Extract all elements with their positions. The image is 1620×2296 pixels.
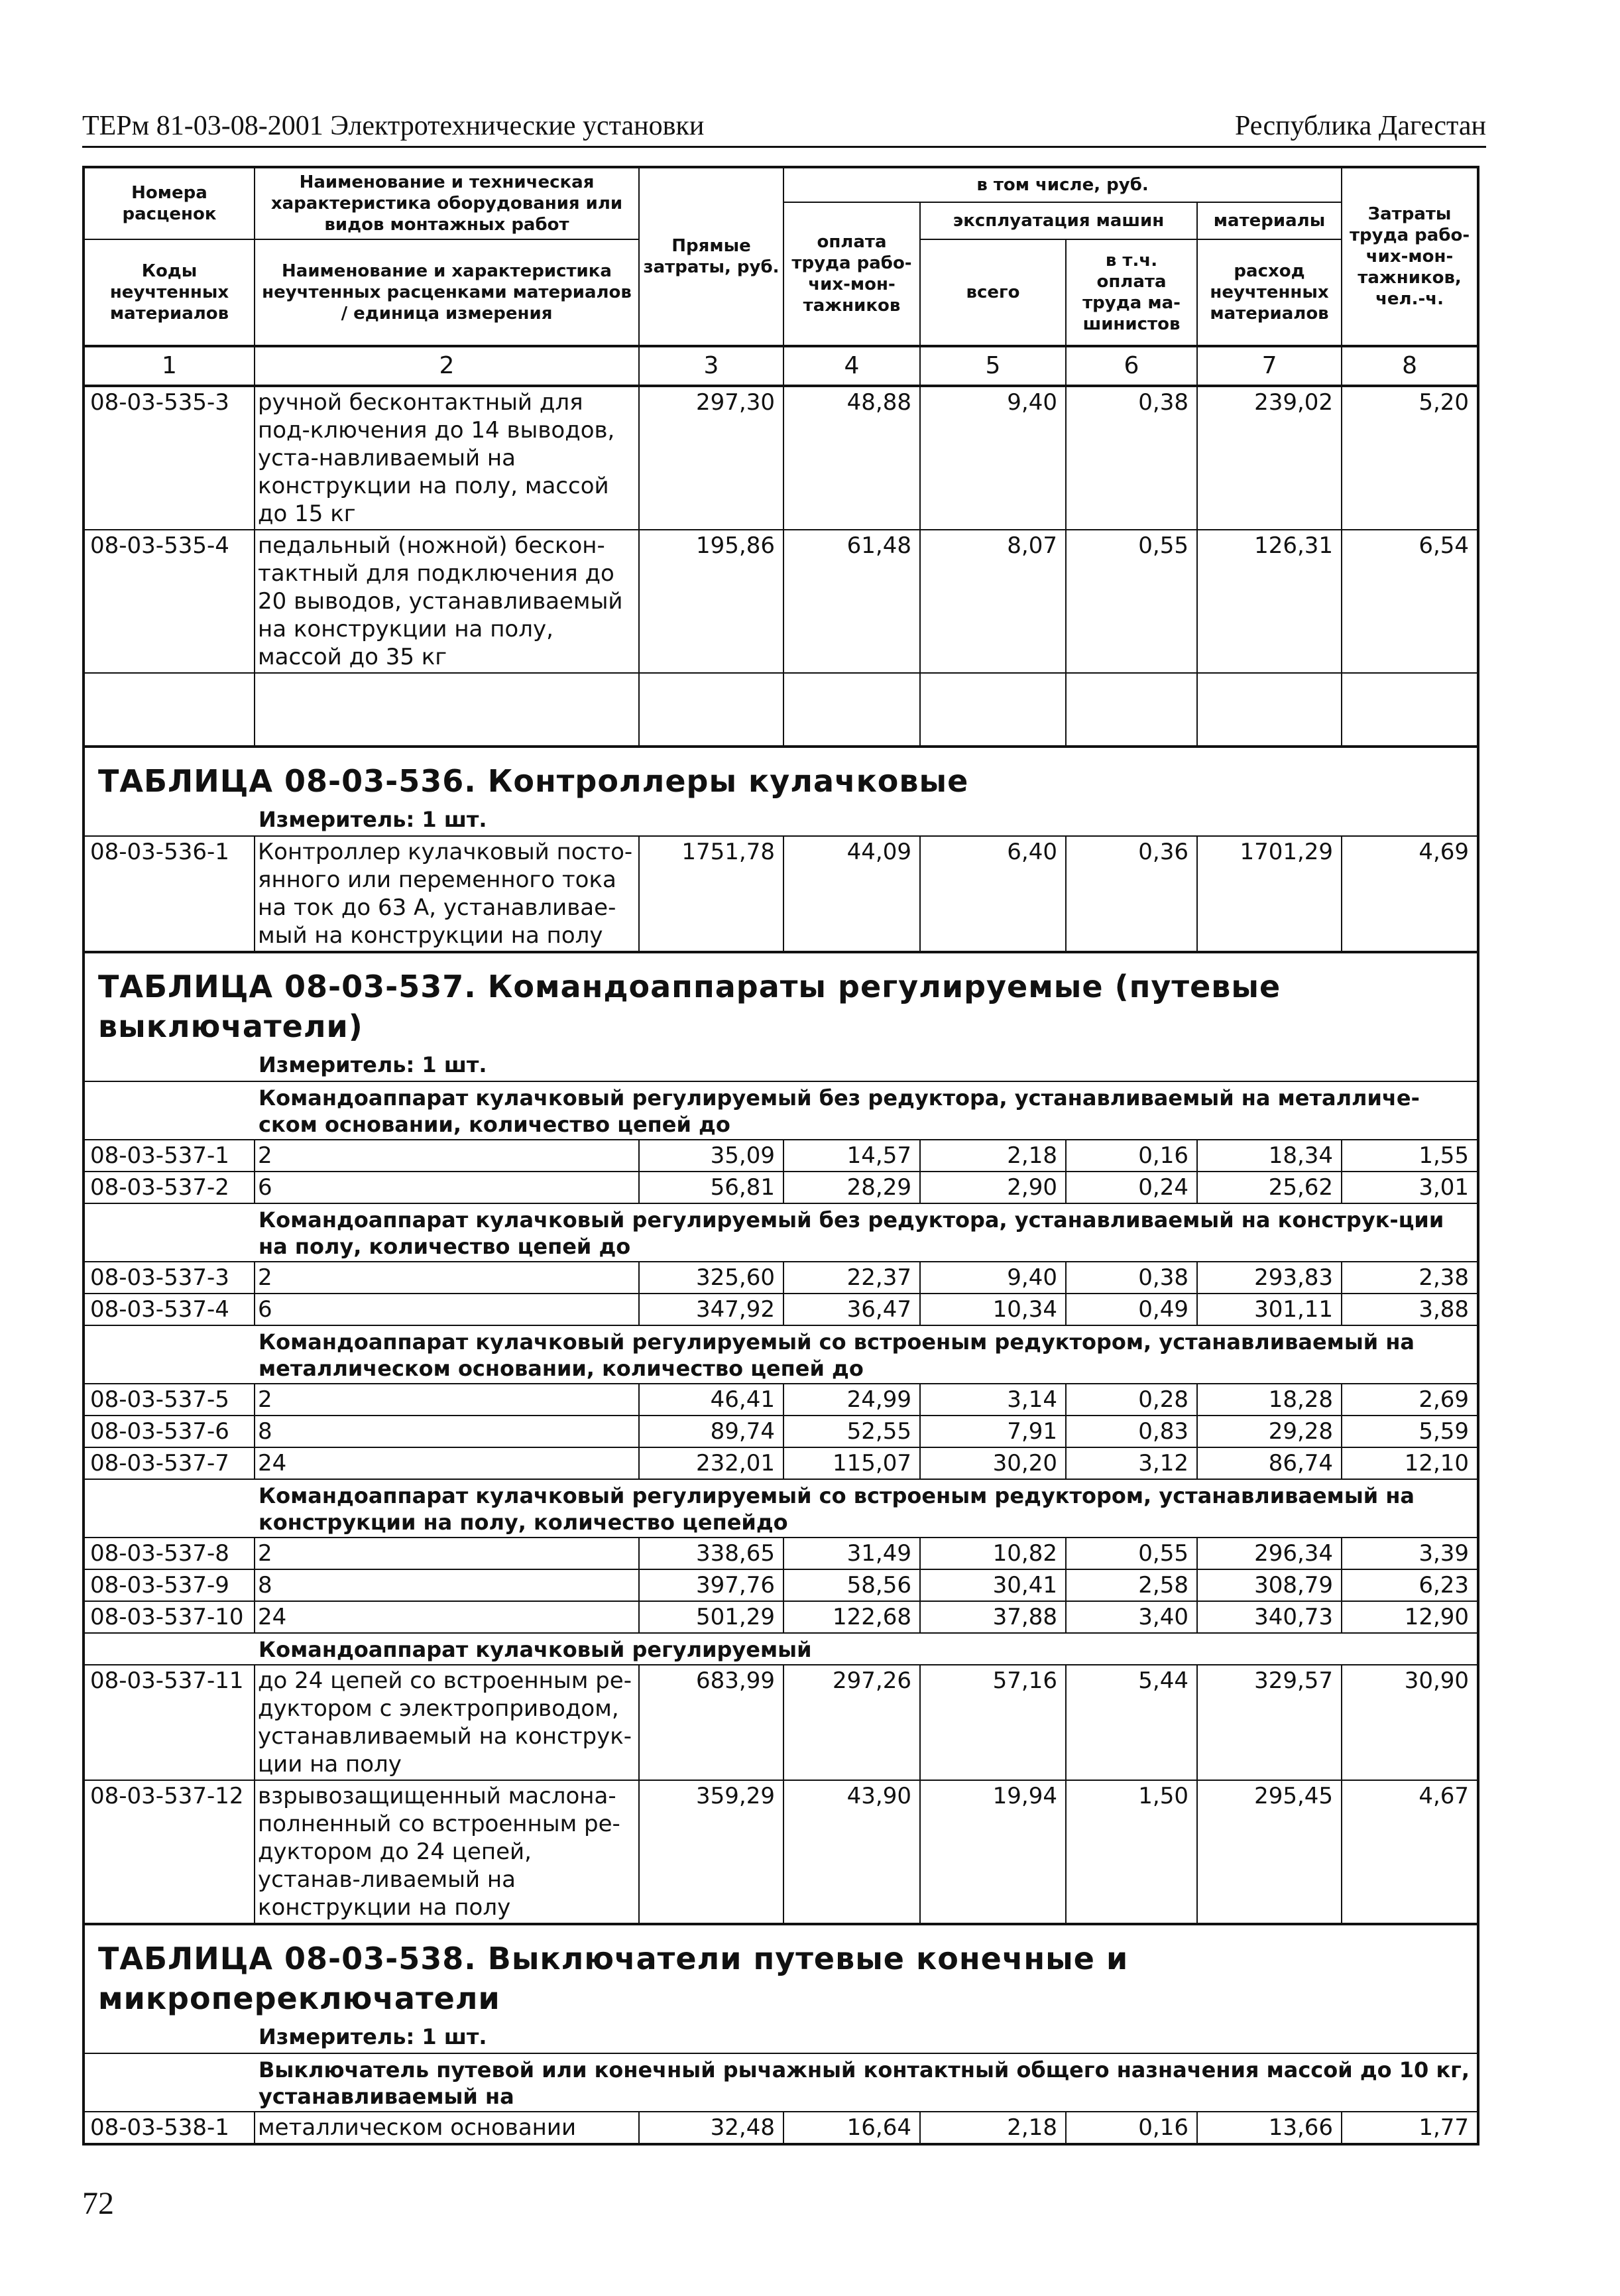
worker-pay: 115,07 bbox=[783, 1447, 920, 1479]
table-536-heading bbox=[84, 747, 1478, 836]
worker-pay: 48,88 bbox=[783, 386, 920, 530]
running-header bbox=[82, 111, 1486, 148]
column-number: 5 bbox=[920, 346, 1066, 386]
direct-costs: 46,41 bbox=[639, 1384, 783, 1416]
labor-hours: 5,59 bbox=[1342, 1416, 1478, 1447]
header-labor-hours: Затраты труда рабо-чих-мон-тажников, чел.-ч. bbox=[1342, 167, 1478, 346]
table-row bbox=[84, 1538, 1478, 1569]
rate-code: 08-03-537-4 bbox=[84, 1294, 255, 1325]
labor-hours: 6,54 bbox=[1342, 530, 1478, 673]
machinist-pay: 0,55 bbox=[1066, 1538, 1197, 1569]
rate-description: 2 bbox=[255, 1384, 639, 1416]
machine-total: 30,41 bbox=[920, 1569, 1066, 1601]
machinist-pay: 0,38 bbox=[1066, 386, 1197, 530]
labor-hours: 3,01 bbox=[1342, 1172, 1478, 1203]
table-row bbox=[84, 1384, 1478, 1416]
rate-code: 08-03-535-3 bbox=[84, 386, 255, 530]
machine-total: 10,82 bbox=[920, 1538, 1066, 1569]
direct-costs: 89,74 bbox=[639, 1416, 783, 1447]
table-row bbox=[84, 1172, 1478, 1203]
rate-description: педальный (ножной) бескон-тактный для подключения до 20 выводов, устанавливаемый на конструкции на полу, массой до 35 кг bbox=[255, 530, 639, 673]
machine-total: 3,14 bbox=[920, 1384, 1066, 1416]
worker-pay: 36,47 bbox=[783, 1294, 920, 1325]
rates-table bbox=[82, 166, 1479, 2145]
table-row bbox=[84, 1601, 1478, 1633]
worker-pay: 43,90 bbox=[783, 1780, 920, 1924]
machine-total: 9,40 bbox=[920, 386, 1066, 530]
labor-hours: 6,23 bbox=[1342, 1569, 1478, 1601]
rate-code: 08-03-538-1 bbox=[84, 2112, 255, 2144]
direct-costs: 56,81 bbox=[639, 1172, 783, 1203]
machinist-pay: 3,12 bbox=[1066, 1447, 1197, 1479]
direct-costs: 32,48 bbox=[639, 2112, 783, 2144]
machine-total: 30,20 bbox=[920, 1447, 1066, 1479]
column-number: 4 bbox=[783, 346, 920, 386]
worker-pay: 58,56 bbox=[783, 1569, 920, 1601]
labor-hours: 4,69 bbox=[1342, 836, 1478, 952]
table-row bbox=[84, 1262, 1478, 1294]
rate-code: 08-03-535-4 bbox=[84, 530, 255, 673]
column-number: 7 bbox=[1197, 346, 1342, 386]
column-numbers-row bbox=[84, 346, 1478, 386]
rate-code: 08-03-537-2 bbox=[84, 1172, 255, 1203]
table-row bbox=[84, 530, 1478, 673]
machinist-pay: 1,50 bbox=[1066, 1780, 1197, 1924]
labor-hours: 5,20 bbox=[1342, 386, 1478, 530]
direct-costs: 1751,78 bbox=[639, 836, 783, 952]
group-heading bbox=[84, 2053, 1478, 2112]
labor-hours: 1,55 bbox=[1342, 1140, 1478, 1172]
labor-hours: 3,88 bbox=[1342, 1294, 1478, 1325]
table-538-title: ТАБЛИЦА 08-03-538. Выключатели путевые конечные и микропереключатели bbox=[98, 1941, 1129, 2016]
table-row bbox=[84, 1447, 1478, 1479]
machine-total: 9,40 bbox=[920, 1262, 1066, 1294]
rate-description: 6 bbox=[255, 1294, 639, 1325]
machinist-pay: 0,16 bbox=[1066, 2112, 1197, 2144]
empty-row bbox=[84, 673, 1478, 747]
machine-total: 6,40 bbox=[920, 836, 1066, 952]
column-number: 2 bbox=[255, 346, 639, 386]
rate-description: 8 bbox=[255, 1416, 639, 1447]
group-text: Выключатель путевой или конечный рычажный контактный общего назначения массой до 10 кг, устанавливаемый на bbox=[255, 2053, 1478, 2112]
header-worker-pay: оплата труда рабо-чих-мон-тажников bbox=[783, 202, 920, 346]
direct-costs: 297,30 bbox=[639, 386, 783, 530]
materials-cost: 301,11 bbox=[1197, 1294, 1342, 1325]
worker-pay: 52,55 bbox=[783, 1416, 920, 1447]
column-number: 8 bbox=[1342, 346, 1478, 386]
header-machinist-pay: в т.ч. оплата труда ма-шинистов bbox=[1066, 239, 1197, 346]
group-heading bbox=[84, 1479, 1478, 1538]
rate-description: металлическом основании bbox=[255, 2112, 639, 2144]
direct-costs: 359,29 bbox=[639, 1780, 783, 1924]
table-row bbox=[84, 1416, 1478, 1447]
labor-hours: 4,67 bbox=[1342, 1780, 1478, 1924]
direct-costs: 501,29 bbox=[639, 1601, 783, 1633]
machinist-pay: 0,28 bbox=[1066, 1384, 1197, 1416]
column-number: 1 bbox=[84, 346, 255, 386]
header-direct-costs: Прямые затраты, руб. bbox=[639, 167, 783, 346]
machine-total: 10,34 bbox=[920, 1294, 1066, 1325]
group-text: Командоаппарат кулачковый регулируемый без редуктора, устанавливаемый на конструк-ции на полу, количество цепей до bbox=[255, 1203, 1478, 1262]
group-text: Командоаппарат кулачковый регулируемый со встроеным редуктором, устанавливаемый на металлическом основании, количество цепей до bbox=[255, 1325, 1478, 1384]
rate-description: ручной бесконтактный для под-ключения до 14 выводов, уста-навливаемый на конструкции на полу, массой до 15 кг bbox=[255, 386, 639, 530]
table-537-title: ТАБЛИЦА 08-03-537. Командоаппараты регулируемые (путевые выключатели) bbox=[98, 969, 1281, 1044]
labor-hours: 12,10 bbox=[1342, 1447, 1478, 1479]
rate-description: 6 bbox=[255, 1172, 639, 1203]
rate-description: 2 bbox=[255, 1262, 639, 1294]
materials-cost: 239,02 bbox=[1197, 386, 1342, 530]
rate-code: 08-03-537-5 bbox=[84, 1384, 255, 1416]
rate-code: 08-03-537-9 bbox=[84, 1569, 255, 1601]
table-header-row-1 bbox=[84, 167, 1478, 202]
table-row bbox=[84, 1569, 1478, 1601]
table-row bbox=[84, 1780, 1478, 1924]
machine-total: 37,88 bbox=[920, 1601, 1066, 1633]
rate-description: взрывозащищенный маслона-полненный со встроенным ре-дуктором до 24 цепей, устанав-ливаемый на конструкции на полу bbox=[255, 1780, 639, 1924]
machinist-pay: 0,24 bbox=[1066, 1172, 1197, 1203]
direct-costs: 35,09 bbox=[639, 1140, 783, 1172]
rate-code: 08-03-537-11 bbox=[84, 1665, 255, 1780]
direct-costs: 325,60 bbox=[639, 1262, 783, 1294]
materials-cost: 29,28 bbox=[1197, 1416, 1342, 1447]
machinist-pay: 0,36 bbox=[1066, 836, 1197, 952]
labor-hours: 3,39 bbox=[1342, 1538, 1478, 1569]
machine-total: 19,94 bbox=[920, 1780, 1066, 1924]
machinist-pay: 5,44 bbox=[1066, 1665, 1197, 1780]
machine-total: 57,16 bbox=[920, 1665, 1066, 1780]
labor-hours: 2,69 bbox=[1342, 1384, 1478, 1416]
rate-code: 08-03-536-1 bbox=[84, 836, 255, 952]
materials-cost: 13,66 bbox=[1197, 2112, 1342, 2144]
machinist-pay: 0,49 bbox=[1066, 1294, 1197, 1325]
machinist-pay: 2,58 bbox=[1066, 1569, 1197, 1601]
table-536-measure: Измеритель: 1 шт. bbox=[259, 807, 487, 832]
rate-code: 08-03-537-1 bbox=[84, 1140, 255, 1172]
machine-total: 8,07 bbox=[920, 530, 1066, 673]
machine-total: 7,91 bbox=[920, 1416, 1066, 1447]
table-row bbox=[84, 386, 1478, 530]
worker-pay: 61,48 bbox=[783, 530, 920, 673]
rate-code: 08-03-537-12 bbox=[84, 1780, 255, 1924]
group-heading bbox=[84, 1633, 1478, 1665]
machinist-pay: 0,83 bbox=[1066, 1416, 1197, 1447]
materials-cost: 295,45 bbox=[1197, 1780, 1342, 1924]
header-rate-numbers: Номера расценок bbox=[84, 167, 255, 239]
materials-cost: 25,62 bbox=[1197, 1172, 1342, 1203]
header-including: в том числе, руб. bbox=[783, 167, 1342, 202]
header-machine-operation: эксплуатация машин bbox=[920, 202, 1197, 239]
rate-code: 08-03-537-3 bbox=[84, 1262, 255, 1294]
document-title: ТЕРм 81-03-08-2001 Электротехнические установки bbox=[82, 111, 705, 141]
materials-cost: 329,57 bbox=[1197, 1665, 1342, 1780]
direct-costs: 397,76 bbox=[639, 1569, 783, 1601]
direct-costs: 232,01 bbox=[639, 1447, 783, 1479]
header-work-name: Наименование и техническая характеристика оборудования или видов монтажных работ bbox=[255, 167, 639, 239]
group-heading bbox=[84, 1081, 1478, 1140]
materials-cost: 308,79 bbox=[1197, 1569, 1342, 1601]
table-538-heading bbox=[84, 1924, 1478, 2053]
materials-cost: 86,74 bbox=[1197, 1447, 1342, 1479]
group-text: Командоаппарат кулачковый регулируемый bbox=[255, 1633, 1478, 1665]
group-text: Командоаппарат кулачковый регулируемый без редуктора, устанавливаемый на металличе-ском основании, количество цепей до bbox=[255, 1081, 1478, 1140]
rate-code: 08-03-537-8 bbox=[84, 1538, 255, 1569]
group-heading bbox=[84, 1203, 1478, 1262]
labor-hours: 1,77 bbox=[1342, 2112, 1478, 2144]
materials-cost: 126,31 bbox=[1197, 530, 1342, 673]
header-materials: материалы bbox=[1197, 202, 1342, 239]
direct-costs: 338,65 bbox=[639, 1538, 783, 1569]
table-row bbox=[84, 836, 1478, 952]
materials-cost: 340,73 bbox=[1197, 1601, 1342, 1633]
worker-pay: 297,26 bbox=[783, 1665, 920, 1780]
rate-description: 2 bbox=[255, 1140, 639, 1172]
column-number: 6 bbox=[1066, 346, 1197, 386]
machinist-pay: 0,16 bbox=[1066, 1140, 1197, 1172]
rate-description: до 24 цепей со встроенным ре-дуктором с электроприводом, устанавливаемый на конструк-ции на полу bbox=[255, 1665, 639, 1780]
machinist-pay: 0,55 bbox=[1066, 530, 1197, 673]
rate-description: 24 bbox=[255, 1601, 639, 1633]
rate-description: 24 bbox=[255, 1447, 639, 1479]
labor-hours: 2,38 bbox=[1342, 1262, 1478, 1294]
machinist-pay: 0,38 bbox=[1066, 1262, 1197, 1294]
materials-cost: 293,83 bbox=[1197, 1262, 1342, 1294]
worker-pay: 28,29 bbox=[783, 1172, 920, 1203]
direct-costs: 347,92 bbox=[639, 1294, 783, 1325]
labor-hours: 12,90 bbox=[1342, 1601, 1478, 1633]
table-row bbox=[84, 2112, 1478, 2144]
rate-description: Контроллер кулачковый посто-янного или переменного тока на ток до 63 А, устанавливае-мый на конструкции на полу bbox=[255, 836, 639, 952]
worker-pay: 14,57 bbox=[783, 1140, 920, 1172]
region-name: Республика Дагестан bbox=[1234, 111, 1486, 141]
rate-code: 08-03-537-6 bbox=[84, 1416, 255, 1447]
table-row bbox=[84, 1294, 1478, 1325]
table-row bbox=[84, 1140, 1478, 1172]
rate-code: 08-03-537-10 bbox=[84, 1601, 255, 1633]
header-material-names: Наименование и характеристика неучтенных расценками материалов / единица измерения bbox=[255, 239, 639, 346]
materials-cost: 1701,29 bbox=[1197, 836, 1342, 952]
header-machine-total: всего bbox=[920, 239, 1066, 346]
worker-pay: 122,68 bbox=[783, 1601, 920, 1633]
machinist-pay: 3,40 bbox=[1066, 1601, 1197, 1633]
rate-description: 8 bbox=[255, 1569, 639, 1601]
worker-pay: 22,37 bbox=[783, 1262, 920, 1294]
table-537-heading bbox=[84, 952, 1478, 1081]
page-number: 72 bbox=[82, 2186, 114, 2221]
group-text: Командоаппарат кулачковый регулируемый со встроеным редуктором, устанавливаемый на конструкции на полу, количество цепейдо bbox=[255, 1479, 1478, 1538]
header-material-codes: Коды неучтенных материалов bbox=[84, 239, 255, 346]
worker-pay: 44,09 bbox=[783, 836, 920, 952]
group-heading bbox=[84, 1325, 1478, 1384]
table-538-measure: Измеритель: 1 шт. bbox=[259, 2024, 487, 2049]
rate-code: 08-03-537-7 bbox=[84, 1447, 255, 1479]
direct-costs: 195,86 bbox=[639, 530, 783, 673]
worker-pay: 31,49 bbox=[783, 1538, 920, 1569]
table-536-title: ТАБЛИЦА 08-03-536. Контроллеры кулачковые bbox=[98, 763, 969, 799]
direct-costs: 683,99 bbox=[639, 1665, 783, 1780]
machine-total: 2,18 bbox=[920, 1140, 1066, 1172]
machine-total: 2,90 bbox=[920, 1172, 1066, 1203]
labor-hours: 30,90 bbox=[1342, 1665, 1478, 1780]
materials-cost: 18,28 bbox=[1197, 1384, 1342, 1416]
table-537-measure: Измеритель: 1 шт. bbox=[259, 1052, 487, 1077]
machine-total: 2,18 bbox=[920, 2112, 1066, 2144]
materials-cost: 296,34 bbox=[1197, 1538, 1342, 1569]
materials-cost: 18,34 bbox=[1197, 1140, 1342, 1172]
worker-pay: 16,64 bbox=[783, 2112, 920, 2144]
header-material-consumption: расход неучтенных материалов bbox=[1197, 239, 1342, 346]
rate-description: 2 bbox=[255, 1538, 639, 1569]
worker-pay: 24,99 bbox=[783, 1384, 920, 1416]
column-number: 3 bbox=[639, 346, 783, 386]
table-row bbox=[84, 1665, 1478, 1780]
